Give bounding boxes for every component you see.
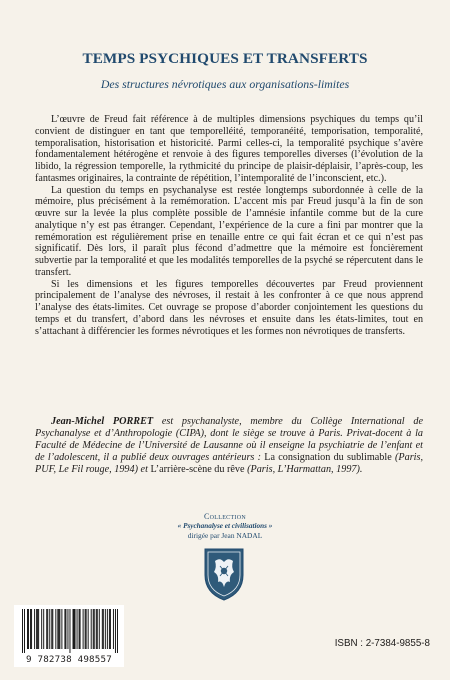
barcode-bar (102, 609, 103, 649)
barcode-bar (38, 609, 39, 649)
book-publisher-1: (Paris, PUF, Le Fil rouge, 1994) et (35, 451, 423, 475)
barcode-bar (80, 609, 81, 649)
barcode-bar (43, 609, 44, 649)
barcode-bar (46, 609, 47, 649)
barcode-bar (94, 609, 95, 649)
barcode-bar (59, 609, 60, 649)
barcode-bar (24, 609, 25, 653)
barcode-bar (36, 609, 37, 649)
barcode-bar (88, 609, 89, 649)
collection-info (0, 512, 450, 541)
isbn: ISBN : 2-7384-9855-8 (334, 638, 430, 649)
barcode-bar (41, 609, 42, 649)
collection-name: « Psychanalyse et civilisations » (177, 521, 273, 530)
barcode-bar (105, 609, 106, 649)
book-subtitle: Des structures névrotiques aux organisations-limites (100, 77, 350, 91)
barcode-bar (93, 609, 94, 649)
barcode-bar (83, 609, 84, 649)
barcode-bar (51, 609, 52, 649)
barcode-bar (69, 609, 70, 653)
barcode-icon (22, 609, 118, 653)
barcode-bar (96, 609, 97, 649)
barcode-bar (109, 609, 110, 649)
author-name: Jean-Michel PORRET (51, 416, 154, 427)
barcode-bar (67, 609, 68, 649)
book-title: TEMPS PSYCHIQUES ET TRANSFERTS (82, 50, 368, 67)
barcode-digits: 9 782738 498557 (26, 654, 112, 665)
collection-director: dirigée par Jean NADAL (187, 531, 263, 540)
barcode-bar (27, 609, 28, 649)
barcode-bar (52, 609, 53, 649)
barcode-bar (115, 609, 116, 653)
barcode-bar (99, 609, 100, 649)
barcode-bar (34, 609, 35, 649)
barcode-bar (57, 609, 58, 649)
barcode-bar (85, 609, 86, 649)
barcode-bar (58, 609, 59, 649)
book-publisher-2: (Paris, L’Harmattan, 1997). (244, 463, 363, 475)
barcode-bar (107, 609, 108, 649)
barcode-bar (97, 609, 98, 649)
barcode-bar (117, 609, 118, 653)
summary-paragraph: L’œuvre de Freud fait référence à de multiples dimensions psychiques du temps qu’il convient de distinguer en tant que temporelléité, temporanéité, temporisation, temporalité, temporalisation, historisation et historicité. Parmi celles-ci, la temporalité psychique s’avère fondamentalement hétérogène et renvoie à des figures temporelles diverses (l’évolution de la libido, la régression temporelle, la rythmicité du principe de plaisir-déplaisir, l’après-coup, les fantasmes originaires, la contrainte de répétition, l’intemporalité de l’inconscient, etc.). (35, 114, 423, 184)
barcode-bar (64, 609, 65, 649)
barcode-bar (49, 609, 50, 649)
barcode-bar (65, 609, 66, 649)
barcode-bar (91, 609, 92, 649)
barcode-bar (75, 609, 76, 649)
summary-paragraph: Si les dimensions et les figures temporelles découvertes par Freud proviennent principalement de l’analyse des névroses, il restait à les confronter à ce que nous apprend l’analyse des états-limites. Cet ouvrage se propose d’aborder conjointement les questions du temps et du transfert, d’abord dans les névroses et ensuite dans les états-limites, tout en s’attachant à différencier les formes névrotiques et les formes non névrotiques de transferts. (35, 278, 423, 337)
barcode-bar (28, 609, 29, 649)
barcode (14, 605, 124, 667)
barcode-bar (30, 609, 31, 649)
summary-paragraph: La question du temps en psychanalyse est restée longtemps subordonnée à celle de la mémoire, plus précisément à la remémoration. L’accent mis par Freud jusqu’à la fin de son œuvre sur la levée la plus complète possible de l’amnésie infantile comme but de la cure analytique n’y est pas étranger. Cependant, l’expérience de la cure a fini par montrer que la remémoration est régulièrement prise en tenaille entre ce qui fait écran et ce qui n’est pas significatif. Dès lors, il paraît plus fécond d’admettre que la mémoire est foncièrement subvertie par la temporalité et que les modalités temporelles de la psyché se répercutent dans le transfert. (35, 184, 423, 278)
author-bio-text: est psychanalyste, membre du Collège International de Psychanalyse et d’Anthropologie (CIPA), dont le siège se trouve à Paris. Privat-docent à la Faculté de Médecine de l’Université de Lausanne où il enseigne la psychiatrie de l’enfant et de l’adolescent, il a publié deux ouvrages antérieurs : (35, 416, 423, 463)
barcode-bar (31, 609, 32, 649)
barcode-bar (61, 609, 62, 649)
publisher-logo-icon (200, 545, 248, 603)
barcode-bar (86, 609, 87, 649)
summary-text (35, 114, 423, 337)
barcode-bar (73, 609, 74, 649)
barcode-bar (55, 609, 56, 649)
barcode-bar (79, 609, 80, 649)
author-bio (35, 416, 423, 476)
barcode-bar (103, 609, 104, 649)
barcode-bar (113, 609, 114, 649)
barcode-bar (37, 609, 38, 649)
barcode-bar (74, 609, 75, 649)
barcode-bar (77, 609, 78, 649)
collection-label: Collection (204, 512, 246, 521)
book-title-1: La consignation du sublimable (264, 451, 392, 463)
barcode-bar (110, 609, 111, 649)
barcode-bar (47, 609, 48, 649)
book-title-2: L’arrière-scène du rêve (150, 463, 245, 475)
barcode-bar (22, 609, 23, 653)
